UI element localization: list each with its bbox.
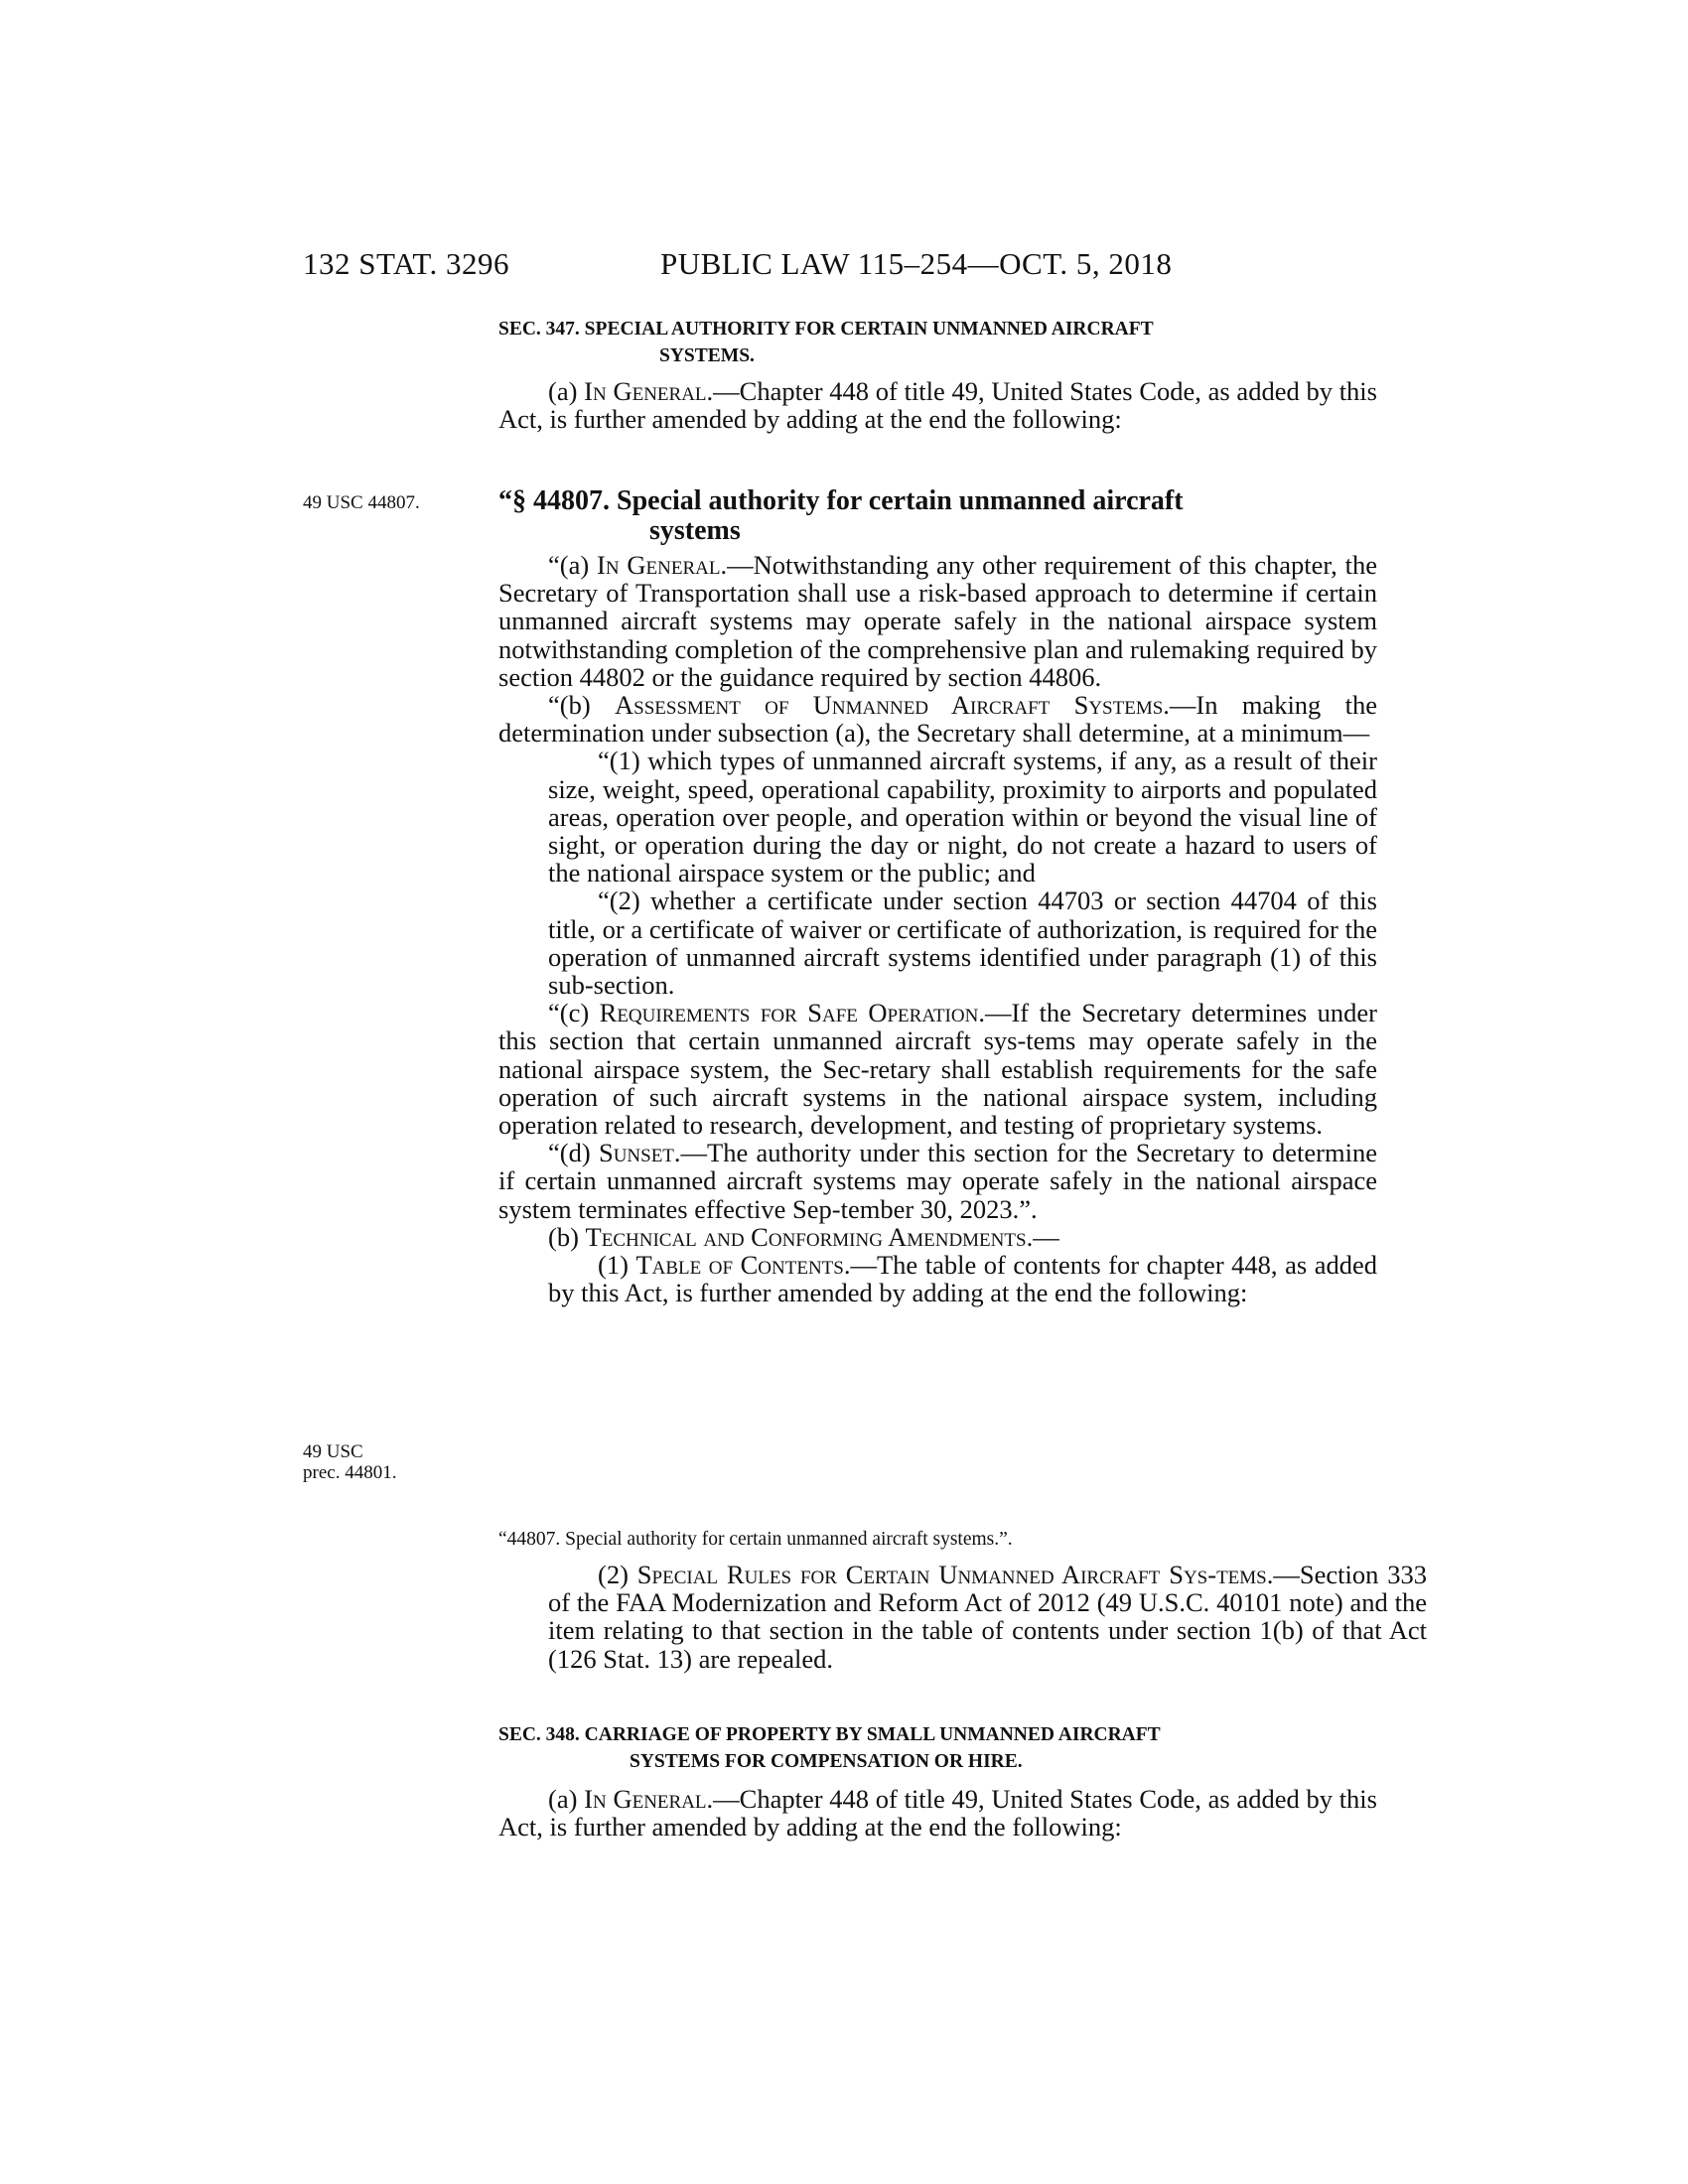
section-347-heading-line2: SYSTEMS. xyxy=(659,345,755,366)
subsection-label: “(a) xyxy=(548,550,597,580)
page-header xyxy=(303,246,1415,296)
section-44807-title-line1: “§ 44807. Special authority for certain unmanned aircraft xyxy=(498,485,1184,516)
subsection-text: .—If the Secretary determines under this section that certain unmanned aircraft sys-tems may operate safely in the national airspace system, the Sec-retary shall establish requirements for the safe operation of such aircraft systems in the national airspace system, including operation related to research, development, and testing of proprietary systems. xyxy=(498,998,1377,1141)
subsection-caption: Assessment of Unmanned Aircraft Systems xyxy=(615,690,1164,721)
section-44807-title-line2: systems xyxy=(649,515,741,546)
paragraph-text: .—Section 333 of the FAA Modernization and Reform Act of 2012 (49 U.S.C. 40101 note) and the item relating to that section in the table of contents under section 1(b) of that Act (126 Stat. 13) are repealed. xyxy=(548,1560,1427,1674)
paragraph-label: (2) xyxy=(598,1560,637,1589)
public-law-title: PUBLIC LAW 115–254—OCT. 5, 2018 xyxy=(660,246,1173,281)
subsection-label: (b) xyxy=(548,1221,586,1252)
section-347-paragraph-b2 xyxy=(498,1561,1427,1673)
paragraph-caption: Table of Contents xyxy=(635,1250,844,1281)
subsection-caption: Requirements for Safe Operation xyxy=(599,998,979,1028)
subsection-caption: Technical and Conforming Amendments xyxy=(585,1221,1027,1252)
subsection-caption: In General xyxy=(584,1784,707,1814)
section-348-heading-line2: SYSTEMS FOR COMPENSATION OR HIRE. xyxy=(630,1751,1023,1772)
section-44807-paragraph-1: “(1) which types of unmanned aircraft systems, if any, as a result of their size, weight, speed, operational capability, proximity to airports and populated areas, operation over people, and operation within or beyond the visual line of sight, or operation during the day or night, do not create a hazard to users of the national airspace system or the public; and xyxy=(548,746,1377,888)
section-44807-title xyxy=(498,486,1377,546)
section-44807-subsection-b xyxy=(498,691,1377,747)
section-44807-body xyxy=(498,551,1377,1306)
margin-citation-prec-44801 xyxy=(303,1441,396,1483)
table-of-contents-entry: “44807. Special authority for certain unmanned aircraft systems.”. xyxy=(498,1529,1013,1550)
section-44807-subsection-a xyxy=(498,551,1377,691)
section-347-subsection-a xyxy=(498,377,1377,433)
paragraph-caption: Special Rules for Certain Unmanned Aircraft Sys-tems xyxy=(636,1560,1267,1589)
subsection-text: .— xyxy=(1026,1221,1059,1252)
subsection-text: .—The authority under this section for the Secretary to determine if certain unmanned aircraft systems may operate safely in the national airspace system terminates effective Sep-tember 30, 2023.”. xyxy=(498,1138,1377,1224)
section-348-heading-line1: SEC. 348. CARRIAGE OF PROPERTY BY SMALL UNMANNED AIRCRAFT xyxy=(498,1724,1161,1745)
subsection-label: (a) xyxy=(548,376,585,406)
margin-citation-44807: 49 USC 44807. xyxy=(303,492,420,513)
paragraph-text: .—The table of contents for chapter 448, as added by this Act, is further amended by adding at the end the following: xyxy=(548,1250,1377,1308)
section-348-heading xyxy=(498,1721,1377,1775)
subsection-caption: In General xyxy=(597,550,721,580)
section-44807-paragraph-2: “(2) whether a certificate under section 44703 or section 44704 of this title, or a certificate of waiver or certificate of authorization, is required for the operation of unmanned aircraft systems identified under paragraph (1) of this sub-section. xyxy=(548,886,1377,1001)
subsection-text: .—In making the determination under subsection (a), the Secretary shall determine, at a minimum— xyxy=(498,690,1378,749)
subsection-text: .—Chapter 448 of title 49, United States Code, as added by this Act, is further amended by adding at the end the following: xyxy=(498,1784,1377,1843)
margin-citation-line1: 49 USC xyxy=(303,1441,363,1462)
subsection-label: “(b) xyxy=(548,690,615,721)
section-348-subsection-a xyxy=(498,1785,1377,1841)
paragraph-label: (1) xyxy=(598,1250,636,1281)
section-347-subsection-b xyxy=(498,1223,1377,1251)
section-44807-subsection-c xyxy=(498,999,1377,1139)
subsection-caption: In General xyxy=(584,376,707,406)
subsection-text: .—Notwithstanding any other requirement of this chapter, the Secretary of Transportation shall use a risk-based approach to determine if certain unmanned aircraft systems may operate safely in the national airspace system notwithstanding completion of the comprehensive plan and rulemaking required by section 44802 or the guidance required by section 44806. xyxy=(498,550,1377,692)
margin-citation-line2: prec. 44801. xyxy=(303,1462,397,1483)
subsection-label: “(d) xyxy=(548,1138,599,1168)
subsection-label: (a) xyxy=(548,1784,585,1814)
subsection-label: “(c) xyxy=(548,998,600,1028)
subsection-text: .—Chapter 448 of title 49, United States Code, as added by this Act, is further amended by adding at the end the following: xyxy=(498,376,1377,435)
statute-page-number: 132 STAT. 3296 xyxy=(303,246,510,281)
section-347-heading-line1: SEC. 347. SPECIAL AUTHORITY FOR CERTAIN UNMANNED AIRCRAFT xyxy=(498,319,1154,340)
section-347-heading xyxy=(498,316,1377,369)
section-347-paragraph-b1 xyxy=(498,1251,1377,1306)
subsection-caption: Sunset xyxy=(598,1138,674,1168)
section-44807-subsection-d xyxy=(498,1139,1377,1223)
